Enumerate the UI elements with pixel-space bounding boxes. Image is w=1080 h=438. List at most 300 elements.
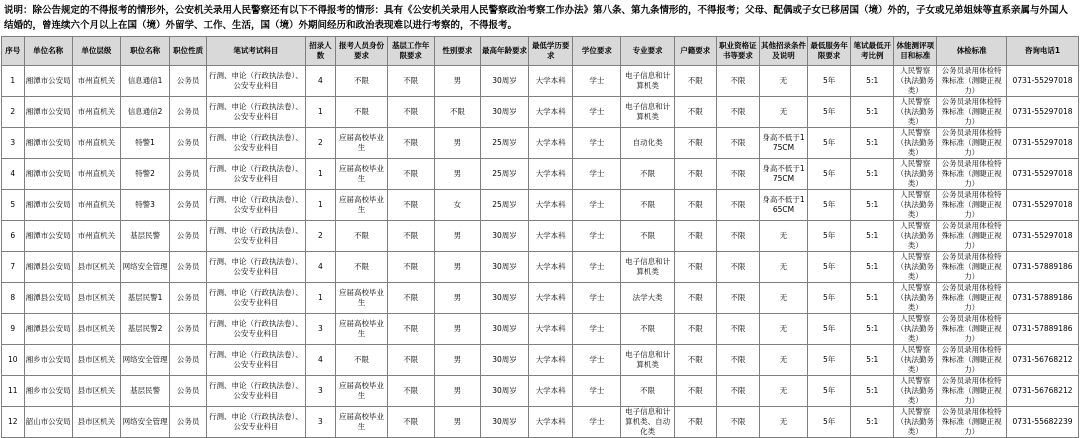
table-cell: 30周岁 <box>480 97 528 128</box>
table-row <box>2 252 1079 283</box>
table-cell: 学士 <box>573 314 621 345</box>
table-cell: 不限 <box>674 407 716 438</box>
table-cell: 不限 <box>716 314 759 345</box>
table-cell: 男 <box>434 314 480 345</box>
notice-text: 说明：除公告规定的不得报考的情形外，公安机关录用人民警察还有以下不得报考的情形：具有《公安机关录用人民警察政治考察工作办法》第八条、第九条情形的，不得报考；父母、配偶或子女已移居国（境）外的，子女或兄弟姐妹等直系亲属与外国人结婚的，曾连续六个月以上在国（境）外留学、工作、生活，国（境）外期间经历和政治表现难以进行考察的，不得报考。 <box>4 5 1069 31</box>
table-cell: 男 <box>434 283 480 314</box>
table-cell: 5年 <box>808 66 851 97</box>
table-cell: 无 <box>759 407 807 438</box>
table-cell: 30周岁 <box>480 66 528 97</box>
table-cell: 人民警察（执法勤务类） <box>894 252 937 283</box>
table-cell: 5:1 <box>851 66 894 97</box>
table-cell: 公务员录用体检特殊标准（测睫正视力） <box>937 128 1007 159</box>
table-cell: 不限 <box>674 66 716 97</box>
table-cell: 1 <box>305 97 336 128</box>
table-cell: 0731-55297018 <box>1007 159 1079 190</box>
table-cell: 韶山市公安局 <box>24 407 72 438</box>
table-cell: 学士 <box>573 159 621 190</box>
column-header: 单位名称 <box>24 37 72 66</box>
table-cell: 公务员录用体检特殊标准（测睫正视力） <box>937 252 1007 283</box>
table-cell: 0731-57889186 <box>1007 283 1079 314</box>
table-cell: 人民警察（执法勤务类） <box>894 66 937 97</box>
table-cell: 大学本科 <box>529 66 573 97</box>
table-cell: 电子信息和计算机类 <box>621 345 674 376</box>
table-cell: 公务员 <box>170 345 207 376</box>
table-cell: 1 <box>305 159 336 190</box>
table-cell: 5年 <box>808 376 851 407</box>
table-cell: 应届高校毕业生 <box>336 376 387 407</box>
table-cell: 公务员 <box>170 221 207 252</box>
table-cell: 8 <box>2 283 25 314</box>
table-cell: 公务员录用体检特殊标准（测睫正视力） <box>937 97 1007 128</box>
table-cell: 湘乡市公安局 <box>24 345 72 376</box>
table-cell: 不限 <box>716 190 759 221</box>
table-cell: 人民警察（执法勤务类） <box>894 190 937 221</box>
table-cell: 不限 <box>674 252 716 283</box>
table-cell: 湘潭市公安局 <box>24 97 72 128</box>
column-header: 职业资格证书等要求 <box>716 37 759 66</box>
table-cell: 公务员 <box>170 128 207 159</box>
table-cell: 大学本科 <box>529 283 573 314</box>
table-cell: 不限 <box>387 252 434 283</box>
table-cell: 不限 <box>336 97 387 128</box>
column-header: 咨询电话1 <box>1007 37 1079 66</box>
table-cell: 不限 <box>336 252 387 283</box>
table-cell: 网络安全管理 <box>120 252 169 283</box>
table-cell: 人民警察（执法勤务类） <box>894 283 937 314</box>
table-cell: 7 <box>2 252 25 283</box>
table-cell: 大学本科 <box>529 252 573 283</box>
table-cell: 不限 <box>674 283 716 314</box>
table-cell: 无 <box>759 376 807 407</box>
table-cell: 5:1 <box>851 407 894 438</box>
table-cell: 1 <box>305 190 336 221</box>
table-cell: 30周岁 <box>480 252 528 283</box>
table-cell: 湘潭县公安局 <box>24 283 72 314</box>
table-cell: 30周岁 <box>480 221 528 252</box>
table-cell: 不限 <box>434 97 480 128</box>
table-cell: 特警2 <box>120 159 169 190</box>
table-cell: 男 <box>434 376 480 407</box>
table-cell: 市州直机关 <box>72 97 120 128</box>
table-cell: 2 <box>305 221 336 252</box>
table-cell: 学士 <box>573 97 621 128</box>
table-cell: 人民警察（执法勤务类） <box>894 97 937 128</box>
table-cell: 学士 <box>573 345 621 376</box>
table-cell: 学士 <box>573 190 621 221</box>
table-cell: 5年 <box>808 128 851 159</box>
table-cell: 不限 <box>387 66 434 97</box>
table-cell: 不限 <box>387 345 434 376</box>
table-cell: 不限 <box>674 376 716 407</box>
table-cell: 市州直机关 <box>72 66 120 97</box>
column-header: 体检标准 <box>937 37 1007 66</box>
table-cell: 5:1 <box>851 159 894 190</box>
table-cell: 不限 <box>674 190 716 221</box>
table-cell: 0731-57889186 <box>1007 314 1079 345</box>
table-cell: 县市区机关 <box>72 376 120 407</box>
table-cell: 5:1 <box>851 283 894 314</box>
table-row <box>2 283 1079 314</box>
table-cell: 不限 <box>716 283 759 314</box>
table-cell: 5年 <box>808 283 851 314</box>
table-cell: 不限 <box>674 128 716 159</box>
table-cell: 4 <box>2 159 25 190</box>
table-cell: 0731-55297018 <box>1007 190 1079 221</box>
table-cell: 行测、申论（行政执法卷）、公安专业科目 <box>207 345 305 376</box>
column-header: 招录人数 <box>305 37 336 66</box>
table-cell: 身高不低于165CM <box>759 190 807 221</box>
table-cell: 公务员录用体检特殊标准（测睫正视力） <box>937 407 1007 438</box>
table-row <box>2 221 1079 252</box>
recruitment-table <box>1 36 1079 438</box>
table-cell: 特警1 <box>120 128 169 159</box>
table-cell: 1 <box>305 283 336 314</box>
table-cell: 不限 <box>674 159 716 190</box>
table-cell: 不限 <box>387 159 434 190</box>
table-cell: 学士 <box>573 66 621 97</box>
table-cell: 基层民警 <box>120 221 169 252</box>
table-cell: 自动化类 <box>621 128 674 159</box>
table-cell: 不限 <box>674 221 716 252</box>
column-header: 笔试最低开考比例 <box>851 37 894 66</box>
table-cell: 公务员录用体检特殊标准（测睫正视力） <box>937 314 1007 345</box>
table-cell: 5年 <box>808 159 851 190</box>
column-header: 职位名称 <box>120 37 169 66</box>
table-cell: 5:1 <box>851 345 894 376</box>
column-header: 最高年龄要求 <box>480 37 528 66</box>
table-cell: 行测、申论（行政执法卷）、公安专业科目 <box>207 376 305 407</box>
table-cell: 0731-55297018 <box>1007 221 1079 252</box>
table-cell: 5年 <box>808 252 851 283</box>
table-cell: 无 <box>759 252 807 283</box>
table-cell: 市州直机关 <box>72 190 120 221</box>
table-cell: 无 <box>759 66 807 97</box>
table-cell: 不限 <box>621 190 674 221</box>
table-cell: 不限 <box>621 376 674 407</box>
table-cell: 不限 <box>716 97 759 128</box>
table-cell: 不限 <box>336 221 387 252</box>
table-cell: 应届高校毕业生 <box>336 190 387 221</box>
table-cell: 不限 <box>336 345 387 376</box>
table-cell: 应届高校毕业生 <box>336 159 387 190</box>
table-cell: 公务员 <box>170 283 207 314</box>
table-cell: 5年 <box>808 314 851 345</box>
table-cell: 男 <box>434 345 480 376</box>
column-header: 体能测评项目和标准 <box>894 37 937 66</box>
table-cell: 大学本科 <box>529 376 573 407</box>
table-cell: 基层民警2 <box>120 314 169 345</box>
table-cell: 公务员 <box>170 97 207 128</box>
table-cell: 行测、申论（行政执法卷）、公安专业科目 <box>207 252 305 283</box>
table-cell: 3 <box>305 376 336 407</box>
table-cell: 5年 <box>808 190 851 221</box>
table-row <box>2 97 1079 128</box>
table-cell: 大学本科 <box>529 128 573 159</box>
table-cell: 无 <box>759 314 807 345</box>
table-cell: 男 <box>434 66 480 97</box>
table-row <box>2 345 1079 376</box>
table-cell: 公务员 <box>170 190 207 221</box>
table-cell: 不限 <box>674 345 716 376</box>
table-cell: 公务员录用体检特殊标准（测睫正视力） <box>937 283 1007 314</box>
table-cell: 湘乡市公安局 <box>24 376 72 407</box>
table-cell: 5:1 <box>851 314 894 345</box>
table-cell: 9 <box>2 314 25 345</box>
table-cell: 特警3 <box>120 190 169 221</box>
table-cell: 不限 <box>387 128 434 159</box>
table-cell: 4 <box>305 345 336 376</box>
table-cell: 不限 <box>387 190 434 221</box>
column-header: 笔试考试科目 <box>207 37 305 66</box>
column-header: 最低学历要求 <box>529 37 573 66</box>
table-cell: 身高不低于175CM <box>759 128 807 159</box>
table-cell: 公务员录用体检特殊标准（测睫正视力） <box>937 221 1007 252</box>
table-cell: 行测、申论（行政执法卷）、公安专业科目 <box>207 221 305 252</box>
table-cell: 不限 <box>674 97 716 128</box>
table-cell: 公务员录用体检特殊标准（测睫正视力） <box>937 66 1007 97</box>
table-cell: 不限 <box>621 159 674 190</box>
table-cell: 0731-57889186 <box>1007 252 1079 283</box>
table-cell: 不限 <box>716 221 759 252</box>
table-cell: 6 <box>2 221 25 252</box>
table-cell: 公务员录用体检特殊标准（测睫正视力） <box>937 376 1007 407</box>
table-cell: 身高不低于175CM <box>759 159 807 190</box>
table-cell: 公务员录用体检特殊标准（测睫正视力） <box>937 159 1007 190</box>
table-cell: 公务员录用体检特殊标准（测睫正视力） <box>937 345 1007 376</box>
table-cell: 30周岁 <box>480 345 528 376</box>
table-row <box>2 314 1079 345</box>
table-cell: 男 <box>434 252 480 283</box>
table-cell: 大学本科 <box>529 190 573 221</box>
table-cell: 县市区机关 <box>72 345 120 376</box>
table-cell: 电子信息和计算机类 <box>621 252 674 283</box>
table-cell: 公务员 <box>170 376 207 407</box>
table-cell: 无 <box>759 221 807 252</box>
column-header: 户籍要求 <box>674 37 716 66</box>
table-cell: 应届高校毕业生 <box>336 128 387 159</box>
table-cell: 10 <box>2 345 25 376</box>
table-cell: 25周岁 <box>480 159 528 190</box>
table-cell: 男 <box>434 221 480 252</box>
table-cell: 人民警察（执法勤务类） <box>894 376 937 407</box>
table-cell: 5:1 <box>851 252 894 283</box>
table-cell: 不限 <box>387 407 434 438</box>
table-row <box>2 376 1079 407</box>
table-cell: 5年 <box>808 221 851 252</box>
table-cell: 大学本科 <box>529 345 573 376</box>
table-cell: 3 <box>2 128 25 159</box>
table-cell: 学士 <box>573 407 621 438</box>
column-header: 最低服务年限要求 <box>808 37 851 66</box>
table-cell: 大学本科 <box>529 314 573 345</box>
table-cell: 学士 <box>573 252 621 283</box>
table-cell: 行测、申论（行政执法卷）、公安专业科目 <box>207 190 305 221</box>
table-cell: 行测、申论（行政执法卷）、公安专业科目 <box>207 159 305 190</box>
table-cell: 信息通信1 <box>120 66 169 97</box>
table-cell: 行测、申论（行政执法卷）、公安专业科目 <box>207 283 305 314</box>
table-cell: 不限 <box>387 283 434 314</box>
column-header: 基层工作年限要求 <box>387 37 434 66</box>
table-cell: 学士 <box>573 376 621 407</box>
table-cell: 5年 <box>808 345 851 376</box>
table-cell: 公务员 <box>170 407 207 438</box>
table-cell: 2 <box>305 128 336 159</box>
table-cell: 公务员 <box>170 159 207 190</box>
table-cell: 公务员 <box>170 252 207 283</box>
table-cell: 男 <box>434 159 480 190</box>
table-cell: 5年 <box>808 407 851 438</box>
table-cell: 行测、申论（行政执法卷）、公安专业科目 <box>207 128 305 159</box>
table-cell: 人民警察（执法勤务类） <box>894 345 937 376</box>
table-cell: 湘潭县公安局 <box>24 314 72 345</box>
table-cell: 网络安全管理 <box>120 345 169 376</box>
table-cell: 信息通信2 <box>120 97 169 128</box>
table-cell: 5:1 <box>851 128 894 159</box>
table-cell: 应届高校毕业生 <box>336 407 387 438</box>
table-cell: 不限 <box>336 66 387 97</box>
table-cell: 25周岁 <box>480 128 528 159</box>
table-cell: 不限 <box>621 314 674 345</box>
table-cell: 不限 <box>716 345 759 376</box>
table-cell: 25周岁 <box>480 190 528 221</box>
table-cell: 市州直机关 <box>72 221 120 252</box>
table-cell: 不限 <box>621 221 674 252</box>
table-cell: 人民警察（执法勤务类） <box>894 159 937 190</box>
table-cell: 不限 <box>716 252 759 283</box>
table-cell: 5 <box>2 190 25 221</box>
table-cell: 湘潭市公安局 <box>24 66 72 97</box>
table-cell: 学士 <box>573 128 621 159</box>
table-cell: 3 <box>305 407 336 438</box>
table-cell: 网络安全管理 <box>120 407 169 438</box>
table-body <box>2 66 1079 438</box>
table-cell: 男 <box>434 407 480 438</box>
table-cell: 0731-55297018 <box>1007 66 1079 97</box>
column-header: 单位层级 <box>72 37 120 66</box>
table-cell: 不限 <box>387 221 434 252</box>
table-row <box>2 407 1079 438</box>
table-cell: 学士 <box>573 283 621 314</box>
table-cell: 30周岁 <box>480 407 528 438</box>
table-row <box>2 128 1079 159</box>
table-cell: 12 <box>2 407 25 438</box>
table-cell: 5:1 <box>851 376 894 407</box>
table-cell: 2 <box>2 97 25 128</box>
table-cell: 4 <box>305 66 336 97</box>
table-cell: 人民警察（执法勤务类） <box>894 128 937 159</box>
column-header: 其他招录条件及说明 <box>759 37 807 66</box>
table-cell: 大学本科 <box>529 159 573 190</box>
table-cell: 法学大类 <box>621 283 674 314</box>
table-cell: 行测、申论（行政执法卷）、公安专业科目 <box>207 66 305 97</box>
table-cell: 应届高校毕业生 <box>336 314 387 345</box>
column-header: 报考人员身份要求 <box>336 37 387 66</box>
column-header: 序号 <box>2 37 25 66</box>
table-cell: 公务员 <box>170 314 207 345</box>
table-cell: 人民警察（执法勤务类） <box>894 314 937 345</box>
table-row <box>2 66 1079 97</box>
table-cell: 5:1 <box>851 97 894 128</box>
table-row <box>2 159 1079 190</box>
table-cell: 市州直机关 <box>72 159 120 190</box>
table-cell: 公务员录用体检特殊标准（测睫正视力） <box>937 190 1007 221</box>
table-cell: 不限 <box>716 159 759 190</box>
column-header: 学位要求 <box>573 37 621 66</box>
table-cell: 县市区机关 <box>72 407 120 438</box>
table-cell: 县市区机关 <box>72 283 120 314</box>
table-cell: 公务员 <box>170 66 207 97</box>
table-cell: 30周岁 <box>480 283 528 314</box>
table-cell: 不限 <box>387 376 434 407</box>
table-cell: 5:1 <box>851 221 894 252</box>
table-cell: 不限 <box>716 66 759 97</box>
table-cell: 1 <box>2 66 25 97</box>
table-cell: 无 <box>759 283 807 314</box>
table-cell: 湘潭市公安局 <box>24 128 72 159</box>
table-cell: 不限 <box>387 97 434 128</box>
table-cell: 0731-55297018 <box>1007 97 1079 128</box>
table-cell: 0731-56768212 <box>1007 376 1079 407</box>
table-cell: 大学本科 <box>529 97 573 128</box>
table-cell: 5年 <box>808 97 851 128</box>
table-cell: 不限 <box>387 314 434 345</box>
table-cell: 人民警察（执法勤务类） <box>894 407 937 438</box>
table-cell: 3 <box>305 314 336 345</box>
table-cell: 不限 <box>674 314 716 345</box>
table-cell: 男 <box>434 128 480 159</box>
table-cell: 应届高校毕业生 <box>336 283 387 314</box>
table-cell: 人民警察（执法勤务类） <box>894 221 937 252</box>
table-cell: 大学本科 <box>529 221 573 252</box>
table-cell: 基层民警 <box>120 376 169 407</box>
table-cell: 4 <box>305 252 336 283</box>
table-cell: 湘潭市公安局 <box>24 159 72 190</box>
table-header-row <box>2 37 1079 66</box>
table-cell: 女 <box>434 190 480 221</box>
table-cell: 行测、申论（行政执法卷）、公安专业科目 <box>207 407 305 438</box>
table-cell: 11 <box>2 376 25 407</box>
table-cell: 基层民警1 <box>120 283 169 314</box>
table-cell: 行测、申论（行政执法卷）、公安专业科目 <box>207 314 305 345</box>
table-cell: 30周岁 <box>480 376 528 407</box>
table-cell: 电子信息和计算机类 <box>621 66 674 97</box>
column-header: 性别要求 <box>434 37 480 66</box>
table-cell: 湘潭市公安局 <box>24 221 72 252</box>
table-cell: 湘潭县公安局 <box>24 252 72 283</box>
table-cell: 0731-55682239 <box>1007 407 1079 438</box>
table-cell: 县市区机关 <box>72 252 120 283</box>
table-cell: 行测、申论（行政执法卷）、公安专业科目 <box>207 97 305 128</box>
table-cell: 学士 <box>573 221 621 252</box>
table-cell: 湘潭市公安局 <box>24 190 72 221</box>
table-cell: 电子信息和计算机类、自动化类 <box>621 407 674 438</box>
table-cell: 无 <box>759 345 807 376</box>
table-cell: 电子信息和计算机类 <box>621 97 674 128</box>
table-cell: 不限 <box>716 407 759 438</box>
table-cell: 0731-56768212 <box>1007 345 1079 376</box>
table-cell: 30周岁 <box>480 314 528 345</box>
table-cell: 市州直机关 <box>72 128 120 159</box>
table-cell: 县市区机关 <box>72 314 120 345</box>
table-cell: 无 <box>759 97 807 128</box>
table-cell: 大学本科 <box>529 407 573 438</box>
column-header: 职位性质 <box>170 37 207 66</box>
column-header: 专业要求 <box>621 37 674 66</box>
table-cell: 不限 <box>716 376 759 407</box>
table-cell: 不限 <box>716 128 759 159</box>
table-row <box>2 190 1079 221</box>
